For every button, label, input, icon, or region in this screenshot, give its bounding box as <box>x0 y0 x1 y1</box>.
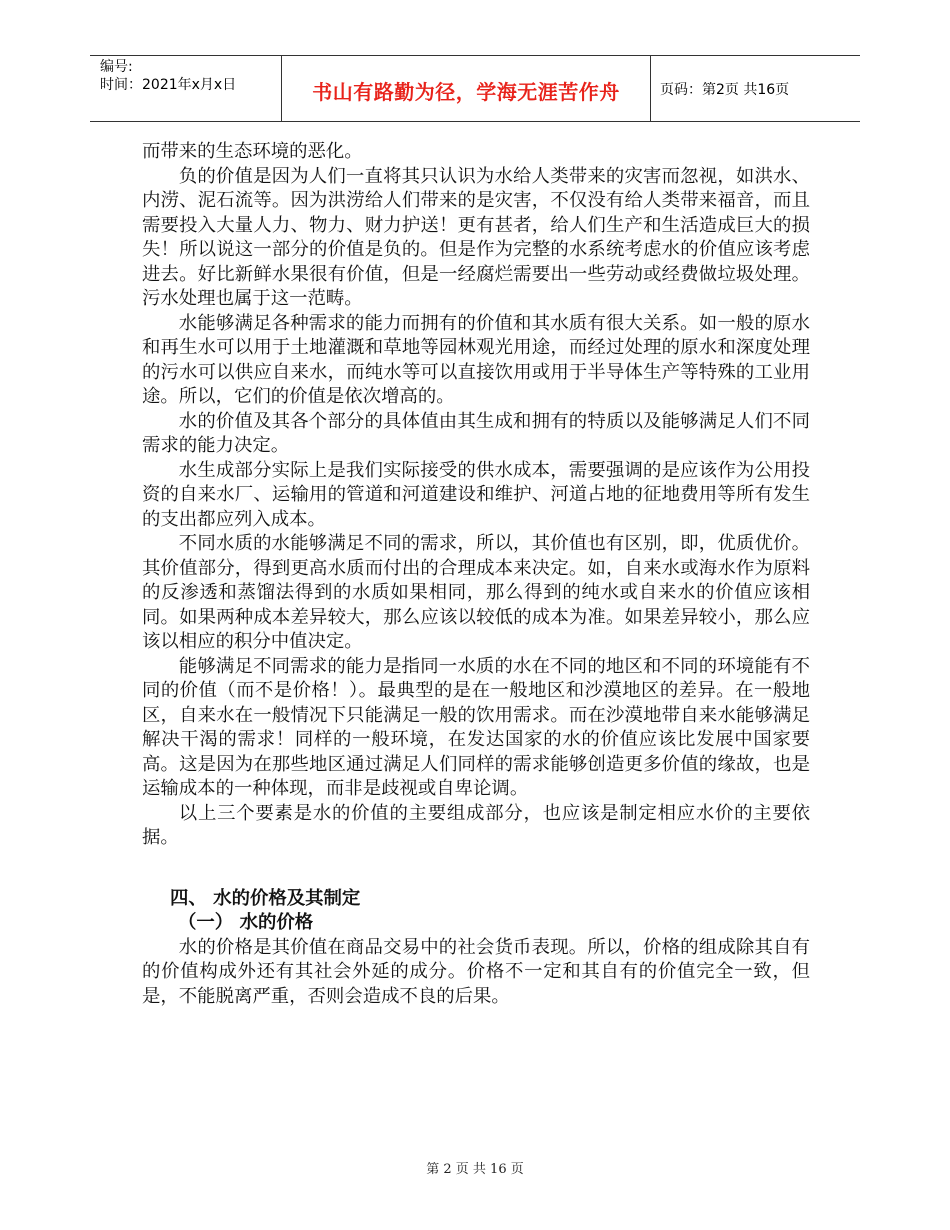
header-divider-right <box>650 55 651 121</box>
spacer <box>142 851 810 887</box>
paragraph: 水生成部分实际上是我们实际接受的供水成本，需要强调的是应该作为公用投资的自来水厂、运输用的管道和河道建设和维护、河道占地的征地费用等所有发生的支出都应列入成本。 <box>142 459 810 530</box>
paragraph: 水的价值及其各个部分的具体值由其生成和拥有的特质以及能够满足人们不同需求的能力决定。 <box>142 410 810 456</box>
header-page-info: 页码：第2页 共16页 <box>660 82 790 98</box>
paragraph: 而带来的生态环境的恶化。 <box>142 141 363 162</box>
paragraph: 负的价值是因为人们一直将其只认识为水给人类带来的灾害而忽视，如洪水、内涝、泥石流等。因为洪涝给人们带来的是灾害，不仅没有给人类带来福音，而且需要投入大量人力、物力、财力护送！更有甚者，给人们生产和生活造成巨大的损失！所以说这一部分的价值是负的。但是作为完整的水系统考虑水的价值应该考虑进去。好比新鲜水果很有价值，但是一经腐烂需要出一些劳动或经费做垃圾处理。污水处理也属于这一范畴。 <box>142 165 810 309</box>
paragraph: 能够满足不同需求的能力是指同一水质的水在不同的地区和不同的环境能有不同的价值（而不是价格！）。最典型的是在一般地区和沙漠地区的差异。在一般地区，自来水在一般情况下只能满足一般的饮用需求。而在沙漠地带自来水能够满足解决干渴的需求！同样的一般环境，在发达国家的水的价值应该比发展中国家要高。这是因为在那些地区通过满足人们同样的需求能够创造更多价值的缘故，也是运输成本的一种体现，而非是歧视或自卑论调。 <box>142 655 810 799</box>
paragraph: 不同水质的水能够满足不同的需求，所以，其价值也有区别，即，优质优价。其价值部分，得到更高水质而付出的合理成本来决定。如，自来水或海水作为原料的反渗透和蒸馏法得到的水质如果相同，那么得到的纯水或自来水的价值应该相同。如果两种成本差异较大，那么应该以较低的成本为准。如果差异较小，那么应该以相应的积分中值决定。 <box>142 533 810 652</box>
header-bottom-rule <box>90 121 860 122</box>
section-heading: 四、 水的价格及其制定 <box>170 887 361 909</box>
document-number-label: 编号: <box>100 59 133 75</box>
header-divider-left <box>281 55 282 121</box>
header-meta <box>100 58 236 94</box>
paragraph: 以上三个要素是水的价值的主要组成部分，也应该是制定相应水价的主要依据。 <box>142 802 810 848</box>
header-motto: 书山有路勤为径，学海无涯苦作舟 <box>312 80 620 104</box>
document-time-label: 时间：2021年x月x日 <box>100 77 237 93</box>
page-footer: 第 2 页 共 16 页 <box>426 1162 524 1177</box>
subsection-heading: （一） 水的价格 <box>178 912 314 933</box>
paragraph: 水能够满足各种需求的能力而拥有的价值和其水质有很大关系。如一般的原水和再生水可以用于土地灌溉和草地等园林观光用途，而经过处理的原水和深度处理的污水可以供应自来水，而纯水等可以直接饮用或用于半导体生产等特殊的工业用途。所以，它们的价值是依次增高的。 <box>142 312 810 407</box>
paragraph: 水的价格是其价值在商品交易中的社会货币表现。所以，价格的组成除其自有的价值构成外还有其社会外延的成分。价格不一定和其自有的价值完全一致，但是，不能脱离严重，否则会造成不良的后果。 <box>142 936 810 1007</box>
header-top-rule <box>90 55 860 56</box>
document-body <box>142 140 810 1009</box>
